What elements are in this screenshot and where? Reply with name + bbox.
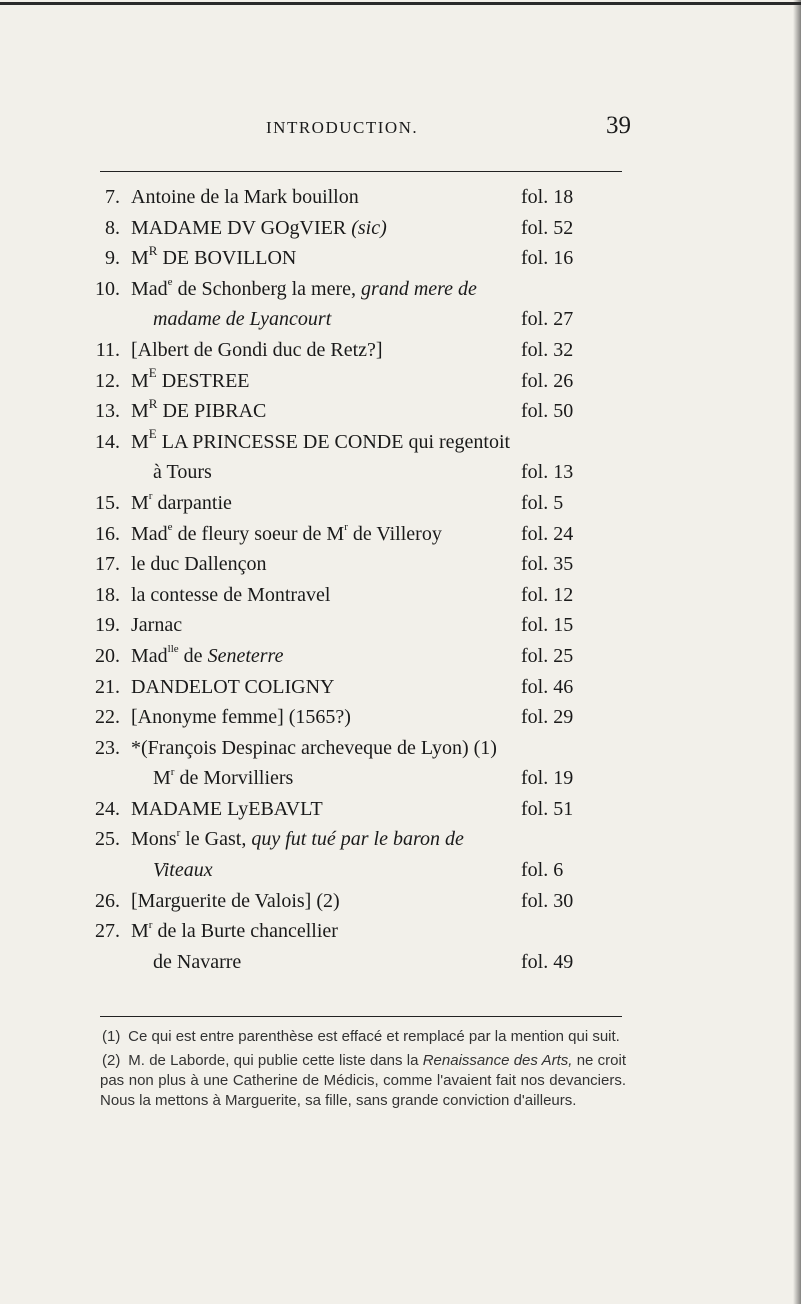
entry-title-wrap (131, 366, 250, 397)
entry-folio: fol. 13 (521, 461, 574, 484)
entry-number: 19. (95, 614, 120, 637)
entry-superscript: R (148, 395, 158, 411)
entry-number: 22. (95, 706, 120, 729)
list-entry (0, 396, 801, 427)
footnotes (100, 1027, 626, 1115)
entry-title: MADAME DV GOgVIER (131, 216, 347, 239)
list-entry (0, 182, 801, 213)
entry-title-wrap (131, 488, 232, 519)
entry-prefix: Mad (131, 522, 168, 545)
entry-continuation: de Navarre (153, 950, 242, 973)
list-entry (0, 916, 801, 947)
entry-title-after: de Villeroy (352, 522, 442, 545)
entry-number: 17. (95, 553, 120, 576)
entry-continuation-wrap (153, 763, 293, 794)
footnote (100, 1051, 626, 1111)
entry-title: Jarnac (131, 614, 183, 637)
entry-folio: fol. 16 (521, 247, 574, 270)
entry-number: 24. (95, 797, 120, 820)
entry-prefix: M (131, 400, 149, 423)
entry-continuation: Viteaux (153, 859, 213, 882)
list-entry (0, 519, 801, 550)
footnote-rule (100, 1016, 622, 1017)
entry-prefix: M (153, 767, 171, 790)
entry-folio: fol. 29 (521, 706, 574, 729)
entry-number: 20. (95, 644, 120, 667)
entry-folio: fol. 19 (521, 767, 574, 790)
entry-title: DANDELOT COLIGNY (131, 675, 335, 698)
entry-continuation: à Tours (153, 461, 212, 484)
entry-superscript: r (170, 765, 175, 778)
entry-superscript: r (176, 826, 181, 839)
entry-list (0, 182, 801, 977)
list-entry (0, 366, 801, 397)
entry-folio: fol. 25 (521, 644, 574, 667)
list-entry (0, 549, 801, 580)
entry-superscript: E (148, 364, 157, 380)
entry-title: Antoine de la Mark bouillon (131, 186, 359, 208)
entry-number: 23. (95, 736, 120, 759)
entry-folio: fol. 46 (521, 675, 574, 698)
entry-number: 26. (95, 889, 120, 912)
list-entry (0, 672, 801, 703)
entry-prefix: M (131, 369, 149, 392)
entry-number: 10. (95, 277, 120, 300)
entry-title: MADAME LyEBAVLT (131, 797, 323, 820)
entry-folio: fol. 49 (521, 950, 574, 973)
entry-number: 21. (95, 675, 120, 698)
entry-title: de la Burte chancellier (157, 920, 338, 943)
list-entry (0, 702, 801, 733)
list-entry (0, 580, 801, 611)
entry-prefix: M (131, 430, 149, 453)
list-entry (0, 213, 801, 244)
list-entry-continuation (0, 457, 801, 488)
entry-folio: fol. 24 (521, 522, 574, 545)
entry-folio: fol. 30 (521, 889, 574, 912)
list-entry (0, 641, 801, 672)
entry-title: *(François Despinac archeveque de Lyon) (1) (131, 736, 497, 759)
entry-continuation: de Morvilliers (179, 767, 294, 790)
entry-title-wrap (131, 213, 387, 244)
entry-prefix: M (131, 920, 149, 943)
entry-superscript: r (148, 490, 153, 503)
entry-folio: fol. 35 (521, 553, 574, 576)
list-entry (0, 824, 801, 855)
entry-prefix: Mad (131, 644, 168, 667)
entry-number: 16. (95, 522, 120, 545)
list-entry (0, 733, 801, 764)
list-entry (0, 243, 801, 274)
entry-number: 14. (95, 430, 120, 453)
entry-folio: fol. 50 (521, 400, 574, 423)
entry-title-wrap (131, 396, 266, 427)
entry-prefix: M (131, 247, 149, 270)
entry-note: (sic) (351, 216, 387, 239)
entry-title: la contesse de Montravel (131, 583, 331, 606)
list-entry (0, 488, 801, 519)
entry-continuation: madame de Lyancourt (153, 308, 332, 331)
footnote (100, 1027, 626, 1047)
entry-folio: fol. 18 (521, 186, 574, 208)
entry-title: darpantie (157, 491, 232, 514)
entry-folio: fol. 15 (521, 614, 574, 637)
entry-title: DESTREE (161, 369, 250, 392)
entry-superscript: r (148, 918, 153, 931)
entry-title: de (183, 644, 203, 667)
entry-folio: fol. 12 (521, 583, 574, 606)
entry-title-wrap (131, 641, 283, 672)
entry-title-wrap (131, 916, 338, 947)
entry-number: 11. (95, 338, 120, 361)
list-entry-continuation (0, 763, 801, 794)
entry-folio: fol. 5 (521, 491, 564, 514)
entry-title-wrap (131, 243, 296, 274)
entry-title-wrap (131, 427, 510, 458)
entry-number: 18. (95, 583, 120, 606)
list-entry (0, 427, 801, 458)
page-number: 39 (606, 112, 631, 139)
entry-title: DE BOVILLON (162, 247, 297, 270)
list-entry-continuation (0, 947, 801, 978)
top-rule (100, 171, 622, 172)
list-entry (0, 274, 801, 305)
list-entry (0, 794, 801, 825)
list-entry (0, 610, 801, 641)
entry-title: le duc Dallençon (131, 553, 267, 576)
running-title: INTRODUCTION. (266, 118, 419, 137)
entry-title: [Albert de Gondi duc de Retz?] (131, 338, 383, 361)
footnote-text: M. de Laborde, qui publie cette liste dans la (128, 1052, 419, 1069)
entry-number: 8. (105, 216, 120, 239)
entry-folio: fol. 6 (521, 859, 564, 882)
entry-title-wrap (131, 519, 442, 550)
entry-superscript: lle (167, 643, 179, 656)
entry-title: de fleury soeur de M (177, 522, 345, 545)
entry-prefix: Mons (131, 828, 177, 851)
entry-folio: fol. 32 (521, 338, 574, 361)
footnote-mark: (1) (102, 1028, 121, 1045)
entry-superscript: e (167, 276, 173, 289)
entry-title: DE PIBRAC (162, 400, 267, 423)
footnote-italic: Renaissance des Arts, (422, 1052, 573, 1069)
page-top-border (0, 2, 801, 5)
entry-number: 15. (95, 491, 120, 514)
list-entry-continuation (0, 304, 801, 335)
footnote-text: Ce qui est entre parenthèse est effacé et remplacé par la mention qui suit. (128, 1028, 620, 1045)
entry-title: [Marguerite de Valois] (2) (131, 889, 340, 912)
entry-title-italic: Seneterre (207, 644, 284, 667)
entry-number: 12. (95, 369, 120, 392)
entry-number: 7. (105, 186, 120, 208)
entry-number: 25. (95, 828, 120, 851)
entry-number: 9. (105, 247, 120, 270)
entry-title-italic: quy fut tué par le baron de (251, 828, 464, 851)
entry-folio: fol. 26 (521, 369, 574, 392)
entry-prefix: Mad (131, 277, 168, 300)
entry-title: [Anonyme femme] (1565?) (131, 706, 351, 729)
entry-folio: fol. 52 (521, 216, 574, 239)
entry-superscript: r (344, 520, 348, 533)
entry-title-wrap (131, 274, 477, 305)
entry-title: le Gast, (185, 828, 247, 851)
footnote-text: ne croit pas non plus à une Catherine de Médicis, comme l'avaient fait nos devanciers. Nous la mettons à Marguerite, sa fille, sans grande conviction d'ailleurs. (100, 1052, 627, 1109)
entry-prefix: M (131, 491, 149, 514)
entry-superscript: E (148, 426, 157, 442)
page-header (0, 112, 801, 142)
entry-superscript: R (148, 242, 158, 258)
list-entry-continuation (0, 855, 801, 886)
entry-folio: fol. 51 (521, 797, 574, 820)
footnote-mark: (2) (102, 1052, 121, 1069)
entry-title-wrap (131, 824, 464, 855)
entry-superscript: e (167, 520, 173, 533)
entry-title: de Schonberg la mere, (177, 277, 357, 300)
entry-folio: fol. 27 (521, 308, 574, 331)
entry-title: LA PRINCESSE DE CONDE qui regentoit (161, 430, 511, 453)
entry-number: 13. (95, 400, 120, 423)
entry-title-italic: grand mere de (361, 277, 477, 300)
list-entry (0, 886, 801, 917)
entry-number: 27. (95, 920, 120, 943)
list-entry (0, 335, 801, 366)
